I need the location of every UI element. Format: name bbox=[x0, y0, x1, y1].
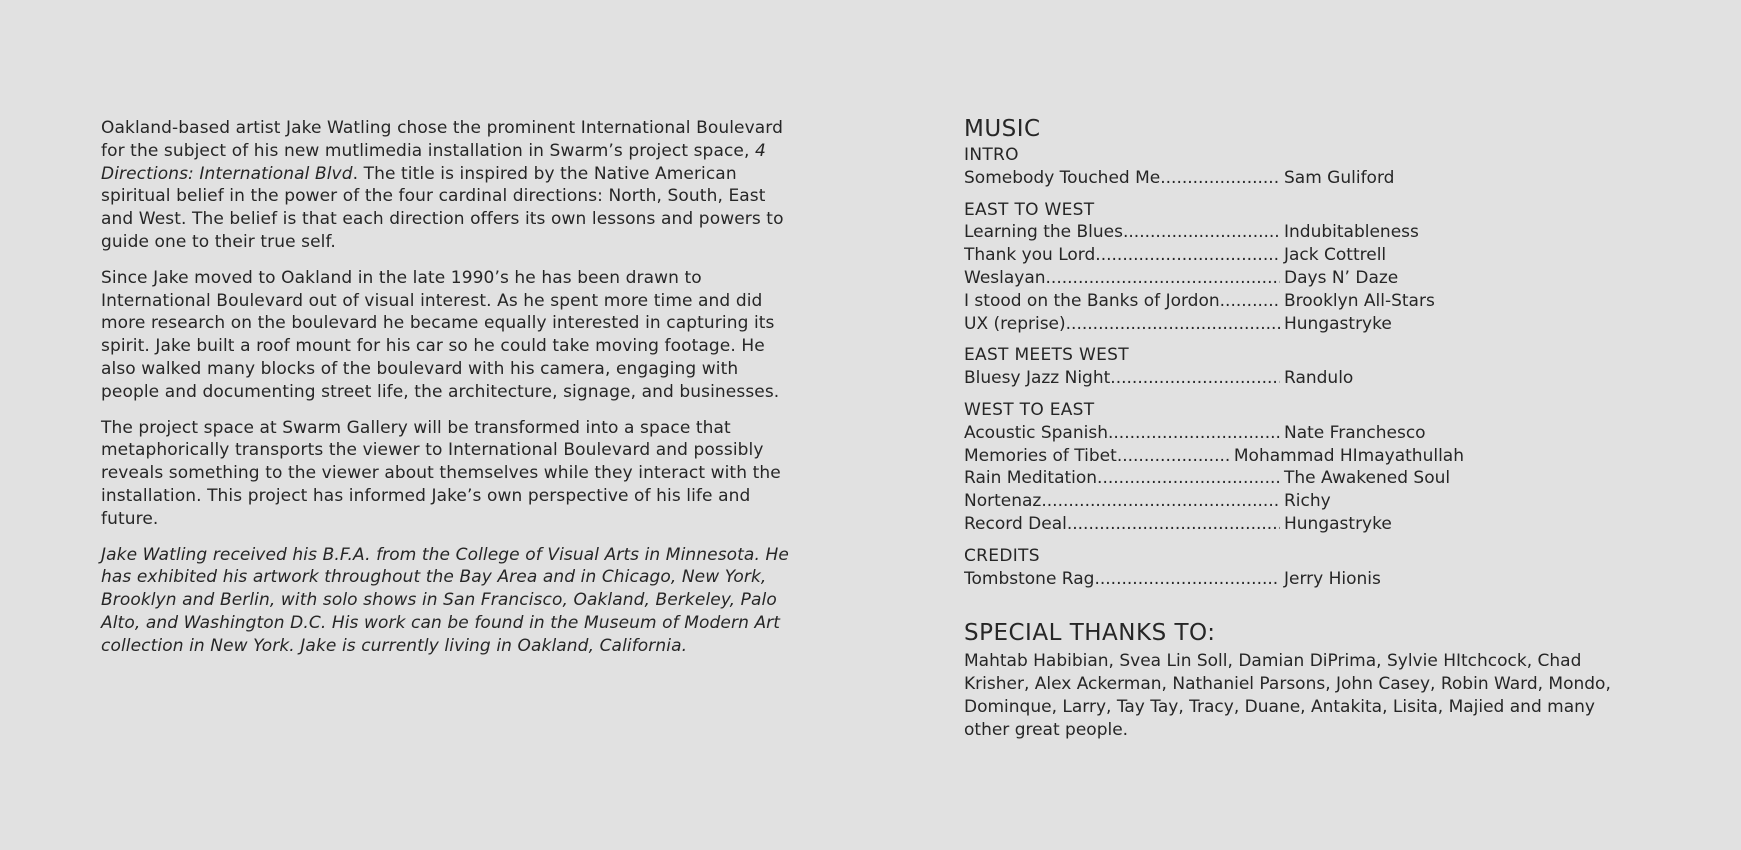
track-name: Record Deal bbox=[964, 513, 1067, 534]
track-artist: Indubitableness bbox=[1284, 222, 1419, 243]
section-title: EAST MEETS WEST bbox=[964, 345, 1129, 366]
track-name-cell bbox=[964, 267, 1280, 290]
track-artist: Days N’ Daze bbox=[1284, 267, 1399, 288]
dot-leader bbox=[1117, 445, 1230, 468]
section-title: WEST TO EAST bbox=[964, 399, 1095, 420]
track-name: Somebody Touched Me bbox=[964, 167, 1161, 188]
statement-paragraph-3: The project space at Swarm Gallery will be transformed into a space that metaphorically transports the viewer to International Boulevard and possibly reveals something to the viewer about themselves while they interact with the installation. This project has informed Jake’s own perspective of his life and future. bbox=[101, 417, 781, 529]
section-title: CREDITS bbox=[964, 545, 1040, 566]
music-section bbox=[964, 199, 1654, 336]
track-row bbox=[964, 367, 1464, 390]
dot-leader bbox=[1067, 513, 1280, 536]
track-artist: Hungastryke bbox=[1284, 313, 1392, 334]
track-name-cell bbox=[964, 422, 1280, 445]
track-name-cell bbox=[964, 221, 1280, 244]
dot-leader bbox=[1123, 221, 1280, 244]
music-heading: MUSIC bbox=[964, 116, 1041, 142]
track-row bbox=[964, 221, 1464, 244]
statement-text: Oakland-based artist Jake Watling chose the prominent International Boulevard for the subject of his new mutlimedia installation in Swarm’s project space, bbox=[101, 118, 783, 161]
statement-paragraph-1 bbox=[101, 117, 791, 254]
dot-leader bbox=[1097, 467, 1280, 490]
track-artist: The Awakened Soul bbox=[1284, 468, 1451, 489]
track-row bbox=[964, 490, 1464, 513]
track-name: Weslayan bbox=[964, 267, 1046, 288]
statement-paragraph-2: Since Jake moved to Oakland in the late 1990’s he has been drawn to International Boulevard out of visual interest. As he spent more time and did more research on the boulevard he became equally interested in capturing its spirit. Jake built a roof mount for his car so he could take moving footage. He also walked many blocks of the boulevard with his camera, engaging with people and documenting street life, the architecture, signage, and businesses. bbox=[101, 267, 780, 402]
track-row bbox=[964, 290, 1464, 313]
track-row bbox=[964, 313, 1464, 336]
music-section bbox=[964, 399, 1654, 536]
track-artist: Brooklyn All-Stars bbox=[1284, 290, 1435, 311]
music-list bbox=[964, 144, 1654, 590]
track-name-cell bbox=[964, 467, 1280, 490]
track-artist: Richy bbox=[1284, 491, 1331, 512]
dot-leader bbox=[1094, 568, 1280, 591]
track-row bbox=[964, 467, 1464, 490]
track-row bbox=[964, 445, 1464, 468]
music-section bbox=[964, 545, 1654, 591]
track-name-cell bbox=[964, 568, 1280, 591]
dot-leader bbox=[1108, 422, 1280, 445]
track-name-cell bbox=[964, 445, 1230, 468]
track-artist: Randulo bbox=[1284, 368, 1354, 389]
section-title: INTRO bbox=[964, 145, 1019, 165]
track-artist: Jack Cottrell bbox=[1284, 245, 1387, 266]
track-name: Acoustic Spanish bbox=[964, 422, 1108, 443]
track-name: Bluesy Jazz Night bbox=[964, 368, 1111, 389]
track-name-cell bbox=[964, 490, 1280, 513]
dot-leader bbox=[1066, 313, 1280, 336]
track-name: UX (reprise) bbox=[964, 313, 1066, 334]
dot-leader bbox=[1046, 267, 1280, 290]
music-section bbox=[964, 144, 1654, 190]
track-name: Rain Meditation bbox=[964, 468, 1098, 489]
special-thanks-text: Mahtab Habibian, Svea Lin Soll, Damian DiPrima, Sylvie HItchcock, Chad Krisher, Alex Ackerman, Nathaniel Parsons, John Casey, Robin Ward, Mondo, Dominque, Larry, Tay Tay, Tracy, Duane, Antakita, Lisita, Majied and many other great people. bbox=[964, 651, 1611, 740]
track-row bbox=[964, 244, 1464, 267]
music-section bbox=[964, 344, 1654, 390]
track-name: Tombstone Rag bbox=[964, 568, 1095, 589]
track-name: Thank you Lord bbox=[964, 245, 1096, 266]
track-row bbox=[964, 513, 1464, 536]
track-name: Memories of Tibet bbox=[964, 445, 1117, 466]
dot-leader bbox=[1220, 290, 1280, 313]
dot-leader bbox=[1095, 244, 1280, 267]
track-name-cell bbox=[964, 367, 1280, 390]
track-name-cell bbox=[964, 513, 1280, 536]
dot-leader bbox=[1160, 167, 1280, 190]
statement-text: . The title is inspired by the Native American spiritual belief in the power of the four cardinal directions: North, South, East and West. The belief is that each direction offers its own lessons and powers to guide one to their true self. bbox=[101, 163, 784, 252]
track-artist: Sam Guliford bbox=[1284, 167, 1395, 188]
artist-statement bbox=[101, 117, 791, 671]
track-row bbox=[964, 422, 1464, 445]
track-name-cell bbox=[964, 313, 1280, 336]
track-row bbox=[964, 267, 1464, 290]
track-name-cell bbox=[964, 167, 1280, 190]
track-name-cell bbox=[964, 290, 1280, 313]
track-artist: Hungastryke bbox=[1284, 513, 1392, 534]
special-thanks-heading: SPECIAL THANKS TO: bbox=[964, 620, 1216, 647]
track-name: Nortenaz bbox=[964, 491, 1042, 512]
track-name: Learning the Blues bbox=[964, 222, 1123, 243]
track-artist: Nate Franchesco bbox=[1284, 422, 1426, 443]
track-artist: Jerry Hionis bbox=[1284, 568, 1381, 589]
section-title: EAST TO WEST bbox=[964, 199, 1095, 220]
dot-leader bbox=[1110, 367, 1280, 390]
track-name-cell bbox=[964, 244, 1280, 267]
track-artist: Mohammad HImayathullah bbox=[1233, 445, 1464, 466]
dot-leader bbox=[1041, 490, 1280, 513]
artist-bio: Jake Watling received his B.F.A. from the College of Visual Arts in Minnesota. He has exhibited his artwork throughout the Bay Area and in Chicago, New York, Brooklyn and Berlin, with solo shows in San Francisco, Oakland, Berkeley, Palo Alto, and Washington D.C. His work can be found in the Museum of Modern Art collection in New York. Jake is currently living in Oakland, California. bbox=[101, 544, 789, 656]
track-name: I stood on the Banks of Jordon bbox=[964, 290, 1220, 311]
track-row bbox=[964, 167, 1464, 190]
track-row bbox=[964, 568, 1464, 591]
installation-title: 4 Directions: International Blvd bbox=[101, 140, 766, 184]
credits-column bbox=[964, 115, 1654, 742]
